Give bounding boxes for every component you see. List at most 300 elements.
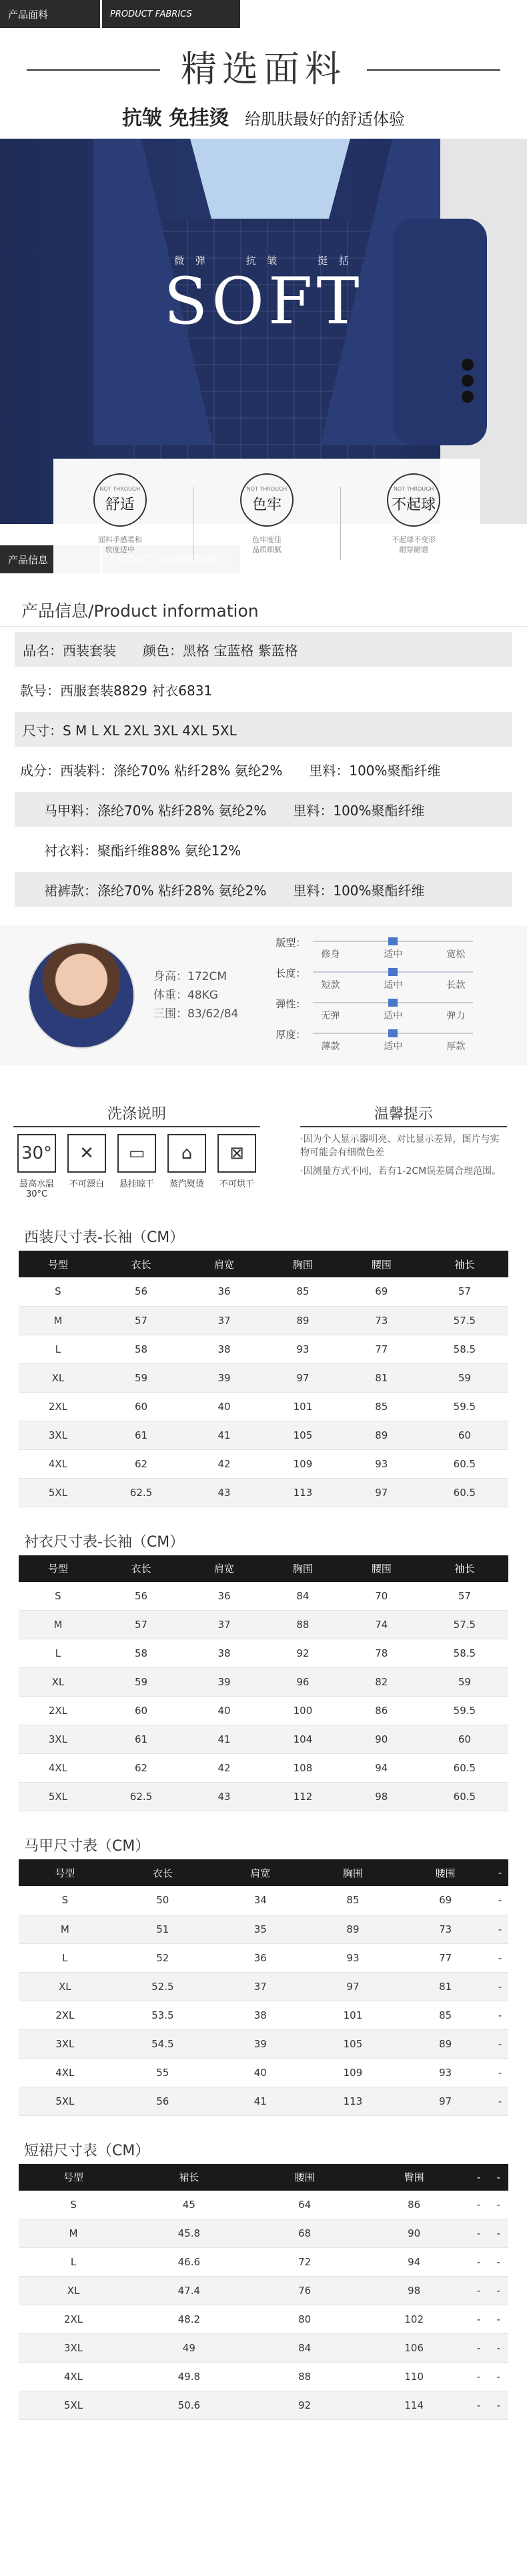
feature-no-pilling: NOT THROUGH 不起球 不起球不变形 耐穿耐磨 bbox=[354, 473, 474, 555]
table-cell: 40 bbox=[185, 1392, 264, 1421]
size-table-header: 腰围 bbox=[435, 1867, 456, 1879]
table-cell: 4XL bbox=[19, 1449, 97, 1478]
table-cell: - bbox=[469, 2363, 489, 2391]
care-icon-item bbox=[163, 1134, 210, 1199]
fit-slider-mark bbox=[388, 1029, 398, 1037]
care-icon: ▭ bbox=[117, 1134, 156, 1173]
table-cell: 89 bbox=[264, 1306, 342, 1335]
table-cell: 48.2 bbox=[128, 2305, 250, 2334]
feature-name: 舒适 bbox=[105, 497, 135, 513]
table-cell: 41 bbox=[214, 2087, 307, 2115]
table-cell: 2XL bbox=[19, 2001, 111, 2029]
table-cell: 5XL bbox=[19, 1478, 97, 1507]
table-cell: 39 bbox=[185, 1668, 264, 1697]
table-row bbox=[19, 1972, 508, 2001]
table-cell: 89 bbox=[399, 2029, 492, 2058]
tip-text: ·因为个人显示器明亮、对比显示差异，图片与实物可能会有细微色差 bbox=[300, 1134, 500, 1158]
table-row bbox=[19, 2058, 508, 2087]
size-table-header: 衣长 bbox=[131, 1258, 151, 1271]
model-fit-panel bbox=[0, 925, 527, 1065]
fit-slider bbox=[276, 995, 473, 1026]
table-cell: 37 bbox=[214, 1972, 307, 2001]
fit-slider-label: 弹性： bbox=[276, 998, 306, 1010]
table-cell: 64 bbox=[250, 2191, 360, 2219]
care-icon-label: 不可漂白 bbox=[69, 1179, 104, 1189]
table-cell: - bbox=[488, 2305, 508, 2334]
fabric-subtitle-text: 给肌肤最好的舒适体验 bbox=[245, 110, 406, 129]
table-cell: 94 bbox=[360, 2248, 469, 2277]
size-table-header: 胸围 bbox=[342, 1867, 363, 1879]
size-table-title: 西装尺寸表-长袖（CM） bbox=[24, 1229, 185, 1246]
table-row bbox=[19, 1886, 508, 1915]
info-row-shirt-fabric: 衬衣料：聚酯纤维88% 氨纶12% bbox=[44, 842, 241, 859]
table-cell: - bbox=[492, 1915, 508, 1943]
table-cell: - bbox=[492, 2001, 508, 2029]
table-row bbox=[19, 2219, 508, 2248]
table-row bbox=[19, 1668, 508, 1697]
fit-slider-label: 厚度： bbox=[276, 1029, 306, 1041]
table-cell: 41 bbox=[185, 1725, 264, 1754]
table-cell: 50 bbox=[111, 1886, 214, 1915]
table-cell: S bbox=[19, 1582, 97, 1611]
table-cell: 89 bbox=[342, 1421, 421, 1449]
table-cell: M bbox=[19, 2219, 128, 2248]
size-table-header: 袖长 bbox=[454, 1563, 475, 1575]
info-row-sizes: 尺寸：S M L XL 2XL 3XL 4XL 5XL bbox=[15, 712, 512, 747]
table-cell: 35 bbox=[214, 1915, 307, 1943]
table-cell: 100 bbox=[264, 1697, 342, 1725]
info-section-cn: 产品信息 bbox=[0, 545, 100, 573]
table-cell: 3XL bbox=[19, 1725, 97, 1754]
table-cell: L bbox=[19, 1335, 97, 1363]
table-row bbox=[19, 2029, 508, 2058]
size-table-header: 衣长 bbox=[152, 1867, 173, 1879]
table-cell: XL bbox=[19, 1668, 97, 1697]
table-cell: 2XL bbox=[19, 1392, 97, 1421]
info-row-vest-fabric: 马甲料：涤纶70% 粘纤28% 氨纶2% 里料：100%聚酯纤维 bbox=[15, 792, 512, 827]
fit-slider-label: 版型： bbox=[276, 937, 306, 949]
fit-slider-mark bbox=[388, 968, 398, 976]
size-table-header: 胸围 bbox=[292, 1258, 313, 1271]
fit-slider-option: 厚款 bbox=[446, 1041, 466, 1052]
size-table-header: 号型 bbox=[47, 1563, 68, 1575]
table-cell: 59 bbox=[97, 1668, 185, 1697]
table-row bbox=[19, 1449, 508, 1478]
table-row bbox=[19, 1306, 508, 1335]
table-cell: 60.5 bbox=[421, 1783, 508, 1811]
table-cell: - bbox=[469, 2219, 489, 2248]
table-cell: 85 bbox=[399, 2001, 492, 2029]
size-table-header: 臀围 bbox=[404, 2171, 424, 2183]
table-cell: XL bbox=[19, 1972, 111, 2001]
table-cell: 109 bbox=[307, 2058, 400, 2087]
fit-slider bbox=[276, 934, 473, 965]
table-cell: - bbox=[469, 2391, 489, 2420]
table-cell: 2XL bbox=[19, 1697, 97, 1725]
table-row bbox=[19, 1943, 508, 1972]
table-cell: - bbox=[469, 2277, 489, 2305]
table-cell: 85 bbox=[342, 1392, 421, 1421]
table-cell: 40 bbox=[214, 2058, 307, 2087]
table-cell: 38 bbox=[185, 1335, 264, 1363]
table-cell: 113 bbox=[264, 1478, 342, 1507]
table-cell: 60 bbox=[97, 1392, 185, 1421]
table-cell: 104 bbox=[264, 1725, 342, 1754]
fit-slider bbox=[276, 965, 473, 995]
table-cell: 59 bbox=[97, 1363, 185, 1392]
table-cell: 58.5 bbox=[421, 1639, 508, 1668]
table-row bbox=[19, 1639, 508, 1668]
table-cell: 97 bbox=[399, 2087, 492, 2115]
table-cell: 114 bbox=[360, 2391, 469, 2420]
table-cell: 60.5 bbox=[421, 1449, 508, 1478]
fabric-subtitle-bold: 抗皱 免挂烫 bbox=[121, 107, 229, 130]
table-cell: 85 bbox=[307, 1886, 400, 1915]
info-row-style: 款号：西服套装8829 衬衣6831 bbox=[20, 682, 213, 699]
table-cell: - bbox=[488, 2363, 508, 2391]
table-cell: 62 bbox=[97, 1754, 185, 1783]
table-cell: 108 bbox=[264, 1754, 342, 1783]
table-cell: 57 bbox=[97, 1306, 185, 1335]
fit-slider-option: 长款 bbox=[446, 980, 466, 991]
table-cell: 62.5 bbox=[97, 1478, 185, 1507]
table-cell: 92 bbox=[264, 1639, 342, 1668]
table-cell: 74 bbox=[342, 1611, 421, 1639]
table-cell: 69 bbox=[342, 1277, 421, 1306]
table-cell: 39 bbox=[214, 2029, 307, 2058]
care-icon: 30° bbox=[17, 1134, 56, 1173]
table-cell: 42 bbox=[185, 1754, 264, 1783]
table-cell: 3XL bbox=[19, 2334, 128, 2363]
table-cell: 90 bbox=[360, 2219, 469, 2248]
table-cell: 84 bbox=[264, 1582, 342, 1611]
table-cell: 82 bbox=[342, 1668, 421, 1697]
table-row bbox=[19, 2363, 508, 2391]
table-cell: 102 bbox=[360, 2305, 469, 2334]
fit-slider-label: 长度： bbox=[276, 967, 306, 979]
fabric-section-header bbox=[0, 0, 527, 28]
table-cell: L bbox=[19, 1639, 97, 1668]
info-row-name: 品名：西装套装 颜色：黑格 宝蓝格 紫蓝格 bbox=[15, 632, 512, 667]
fit-sliders bbox=[276, 934, 473, 1057]
fit-slider-option: 短款 bbox=[321, 980, 340, 991]
table-cell: 88 bbox=[250, 2363, 360, 2391]
table-row bbox=[19, 1277, 508, 1306]
table-cell: 110 bbox=[360, 2363, 469, 2391]
table-cell: - bbox=[469, 2248, 489, 2277]
size-table-header: 号型 bbox=[63, 2171, 84, 2183]
fit-slider-option: 宽松 bbox=[446, 949, 466, 960]
size-table bbox=[19, 1859, 508, 2116]
table-cell: 37 bbox=[185, 1306, 264, 1335]
table-cell: 53.5 bbox=[111, 2001, 214, 2029]
table-cell: 55 bbox=[111, 2058, 214, 2087]
size-table-title: 马甲尺寸表（CM） bbox=[24, 1838, 150, 1855]
table-cell: 89 bbox=[307, 1915, 400, 1943]
table-cell: 43 bbox=[185, 1478, 264, 1507]
table-cell: 60 bbox=[421, 1725, 508, 1754]
table-cell: - bbox=[469, 2191, 489, 2219]
hero-tag: 抗 皱 bbox=[245, 255, 282, 267]
table-cell: 5XL bbox=[19, 1783, 97, 1811]
table-cell: 4XL bbox=[19, 2058, 111, 2087]
table-row bbox=[19, 2191, 508, 2219]
fabric-features-panel bbox=[53, 459, 480, 582]
table-cell: 73 bbox=[399, 1915, 492, 1943]
table-cell: 70 bbox=[342, 1582, 421, 1611]
table-cell: 105 bbox=[307, 2029, 400, 2058]
feature-colorfast: NOT THROUGH 色牢 色牢度佳 品质细腻 bbox=[207, 473, 327, 555]
care-icon-item bbox=[63, 1134, 110, 1199]
table-cell: - bbox=[488, 2334, 508, 2363]
feature-name: 色牢 bbox=[251, 497, 282, 513]
table-cell: 60.5 bbox=[421, 1754, 508, 1783]
care-section bbox=[0, 1103, 527, 1203]
info-row-skirt-fabric: 裙裤款：涤纶70% 粘纤28% 氨纶2% 里料：100%聚酯纤维 bbox=[15, 872, 512, 907]
size-table-header: 腰围 bbox=[371, 1563, 392, 1575]
table-cell: 112 bbox=[264, 1783, 342, 1811]
table-cell: 69 bbox=[399, 1886, 492, 1915]
table-cell: 49 bbox=[128, 2334, 250, 2363]
table-cell: XL bbox=[19, 1363, 97, 1392]
wash-instructions bbox=[0, 1103, 260, 1203]
table-cell: 59.5 bbox=[421, 1697, 508, 1725]
care-icon-label: 悬挂晾干 bbox=[119, 1179, 154, 1189]
table-cell: - bbox=[488, 2219, 508, 2248]
table-cell: - bbox=[492, 2029, 508, 2058]
table-row bbox=[19, 1363, 508, 1392]
table-cell: 60 bbox=[421, 1421, 508, 1449]
size-table-title: 短裙尺寸表（CM） bbox=[24, 2142, 150, 2159]
table-row bbox=[19, 2087, 508, 2115]
table-cell: 52 bbox=[111, 1943, 214, 1972]
table-cell: 47.4 bbox=[128, 2277, 250, 2305]
fit-slider-mark bbox=[388, 999, 398, 1007]
table-cell: 5XL bbox=[19, 2087, 111, 2115]
table-cell: M bbox=[19, 1915, 111, 1943]
table-cell: 54.5 bbox=[111, 2029, 214, 2058]
hero-tag: 挺 括 bbox=[318, 255, 353, 267]
table-cell: 5XL bbox=[19, 2391, 128, 2420]
table-cell: 3XL bbox=[19, 1421, 97, 1449]
table-cell: 98 bbox=[360, 2277, 469, 2305]
table-cell: 62 bbox=[97, 1449, 185, 1478]
care-icon-item bbox=[113, 1134, 160, 1199]
table-cell: 68 bbox=[250, 2219, 360, 2248]
info-row-suit-fabric: 成分：西装料：涤纶70% 粘纤28% 氨纶2% 里料：100%聚酯纤维 bbox=[20, 762, 441, 779]
table-row bbox=[19, 1478, 508, 1507]
table-row bbox=[19, 2334, 508, 2363]
table-cell: M bbox=[19, 1611, 97, 1639]
table-cell: 38 bbox=[185, 1639, 264, 1668]
size-table-title: 衬衣尺寸表-长袖（CM） bbox=[24, 1533, 185, 1551]
table-row bbox=[19, 1725, 508, 1754]
table-row bbox=[19, 1915, 508, 1943]
table-cell: 86 bbox=[360, 2191, 469, 2219]
table-row bbox=[19, 1335, 508, 1363]
table-cell: 105 bbox=[264, 1421, 342, 1449]
table-cell: 57 bbox=[421, 1277, 508, 1306]
table-cell: 46.6 bbox=[128, 2248, 250, 2277]
table-cell: 57.5 bbox=[421, 1306, 508, 1335]
fabric-title-block bbox=[0, 28, 527, 101]
table-row bbox=[19, 1697, 508, 1725]
table-cell: 40 bbox=[185, 1697, 264, 1725]
size-table-header: - bbox=[496, 2171, 500, 2183]
table-cell: 2XL bbox=[19, 2305, 128, 2334]
table-cell: XL bbox=[19, 2277, 128, 2305]
table-cell: 57 bbox=[97, 1611, 185, 1639]
table-cell: 78 bbox=[342, 1639, 421, 1668]
table-cell: 94 bbox=[342, 1754, 421, 1783]
care-icon: ✕ bbox=[67, 1134, 106, 1173]
table-cell: 39 bbox=[185, 1363, 264, 1392]
feature-badge: NOT THROUGH 不起球 bbox=[387, 473, 440, 527]
table-cell: 61 bbox=[97, 1421, 185, 1449]
care-icon-label: 最高水温30°C bbox=[19, 1179, 54, 1199]
size-table bbox=[19, 1251, 508, 1507]
size-table-header: 胸围 bbox=[292, 1563, 313, 1575]
fit-slider-option: 薄款 bbox=[321, 1041, 340, 1052]
care-icon-label: 不可烘干 bbox=[219, 1179, 254, 1189]
table-cell: - bbox=[492, 2087, 508, 2115]
table-cell: L bbox=[19, 1943, 111, 1972]
table-cell: - bbox=[469, 2305, 489, 2334]
table-cell: - bbox=[488, 2391, 508, 2420]
table-cell: 93 bbox=[342, 1449, 421, 1478]
table-cell: 97 bbox=[264, 1363, 342, 1392]
table-cell: 59 bbox=[421, 1668, 508, 1697]
size-table-header: 裙长 bbox=[179, 2171, 199, 2183]
table-row bbox=[19, 1611, 508, 1639]
table-cell: 90 bbox=[342, 1725, 421, 1754]
table-cell: 58 bbox=[97, 1335, 185, 1363]
table-cell: 57 bbox=[421, 1582, 508, 1611]
fabric-section-cn: 产品面料 bbox=[0, 0, 100, 28]
table-cell: M bbox=[19, 1306, 97, 1335]
fit-slider-option: 适中 bbox=[384, 1041, 403, 1052]
fit-slider-option: 修身 bbox=[321, 949, 340, 960]
table-cell: 77 bbox=[342, 1335, 421, 1363]
table-cell: 52.5 bbox=[111, 1972, 214, 2001]
tips-title: 温馨提示 bbox=[300, 1103, 507, 1127]
table-cell: 96 bbox=[264, 1668, 342, 1697]
table-cell: - bbox=[488, 2248, 508, 2277]
table-cell: 93 bbox=[307, 1943, 400, 1972]
table-cell: 76 bbox=[250, 2277, 360, 2305]
table-cell: 81 bbox=[399, 1972, 492, 2001]
table-row bbox=[19, 1783, 508, 1811]
table-cell: 58 bbox=[97, 1639, 185, 1668]
table-cell: - bbox=[488, 2277, 508, 2305]
table-cell: 43 bbox=[185, 1783, 264, 1811]
table-cell: 59 bbox=[421, 1363, 508, 1392]
table-cell: L bbox=[19, 2248, 128, 2277]
table-cell: 62.5 bbox=[97, 1783, 185, 1811]
table-row bbox=[19, 2277, 508, 2305]
table-cell: 57.5 bbox=[421, 1611, 508, 1639]
feature-badge: NOT THROUGH 色牢 bbox=[240, 473, 294, 527]
care-icon: ⌂ bbox=[167, 1134, 206, 1173]
size-table-header: 号型 bbox=[47, 1258, 68, 1271]
table-cell: 3XL bbox=[19, 2029, 111, 2058]
table-row bbox=[19, 2001, 508, 2029]
table-cell: 80 bbox=[250, 2305, 360, 2334]
table-row bbox=[19, 1582, 508, 1611]
table-cell: 73 bbox=[342, 1306, 421, 1335]
size-table-header: 肩宽 bbox=[214, 1563, 235, 1575]
table-cell: 88 bbox=[264, 1611, 342, 1639]
care-icon-label: 蒸汽熨烫 bbox=[169, 1179, 204, 1189]
table-cell: 61 bbox=[97, 1725, 185, 1754]
fit-slider-option: 无弹 bbox=[321, 1011, 340, 1021]
table-cell: 93 bbox=[399, 2058, 492, 2087]
table-cell: 34 bbox=[214, 1886, 307, 1915]
size-table-header: 肩宽 bbox=[250, 1867, 271, 1879]
care-icon-item bbox=[213, 1134, 260, 1199]
table-cell: - bbox=[469, 2334, 489, 2363]
table-cell: - bbox=[492, 2058, 508, 2087]
table-cell: 92 bbox=[250, 2391, 360, 2420]
size-table bbox=[19, 1555, 508, 1812]
size-table-header: 肩宽 bbox=[214, 1258, 235, 1271]
table-cell: 51 bbox=[111, 1915, 214, 1943]
table-cell: 38 bbox=[214, 2001, 307, 2029]
table-cell: 56 bbox=[97, 1277, 185, 1306]
fabric-section-en: PRODUCT FABRICS bbox=[102, 0, 240, 28]
table-cell: 72 bbox=[250, 2248, 360, 2277]
fit-slider bbox=[276, 1026, 473, 1057]
table-cell: 97 bbox=[342, 1478, 421, 1507]
table-cell: S bbox=[19, 1277, 97, 1306]
table-cell: 86 bbox=[342, 1697, 421, 1725]
size-table-header: 袖长 bbox=[454, 1258, 475, 1271]
fabric-subtitle bbox=[0, 101, 527, 139]
size-table-header: 腰围 bbox=[371, 1258, 392, 1271]
table-cell: 85 bbox=[264, 1277, 342, 1306]
table-cell: 101 bbox=[307, 2001, 400, 2029]
table-cell: - bbox=[488, 2191, 508, 2219]
tip-text: ·因测量方式不同，若有1-2CM误差属合理范围。 bbox=[300, 1166, 502, 1177]
table-cell: - bbox=[492, 1943, 508, 1972]
table-cell: 4XL bbox=[19, 1754, 97, 1783]
size-table-header: 号型 bbox=[55, 1867, 75, 1879]
table-cell: 59.5 bbox=[421, 1392, 508, 1421]
table-cell: 77 bbox=[399, 1943, 492, 1972]
feature-comfort: NOT THROUGH 舒适 面料手感柔和 软度适中 bbox=[60, 473, 180, 555]
table-cell: 4XL bbox=[19, 2363, 128, 2391]
fit-slider-option: 适中 bbox=[384, 1011, 403, 1021]
table-cell: 109 bbox=[264, 1449, 342, 1478]
size-table-header: - bbox=[498, 1867, 502, 1879]
table-row bbox=[19, 1392, 508, 1421]
care-icon: ⊠ bbox=[217, 1134, 256, 1173]
table-cell: 56 bbox=[111, 2087, 214, 2115]
care-icon-item bbox=[13, 1134, 60, 1199]
table-cell: 58.5 bbox=[421, 1335, 508, 1363]
table-cell: 60.5 bbox=[421, 1478, 508, 1507]
table-cell: 106 bbox=[360, 2334, 469, 2363]
size-table-header: 衣长 bbox=[131, 1563, 151, 1575]
fit-slider-option: 适中 bbox=[384, 980, 403, 991]
table-cell: 101 bbox=[264, 1392, 342, 1421]
fit-slider-option: 适中 bbox=[384, 949, 403, 960]
table-cell: 84 bbox=[250, 2334, 360, 2363]
fit-slider-mark bbox=[388, 937, 398, 945]
table-row bbox=[19, 1421, 508, 1449]
model-stats: 身高：172CM 体重：48KG 三围：83/62/84 bbox=[153, 970, 239, 1021]
table-cell: - bbox=[492, 1886, 508, 1915]
